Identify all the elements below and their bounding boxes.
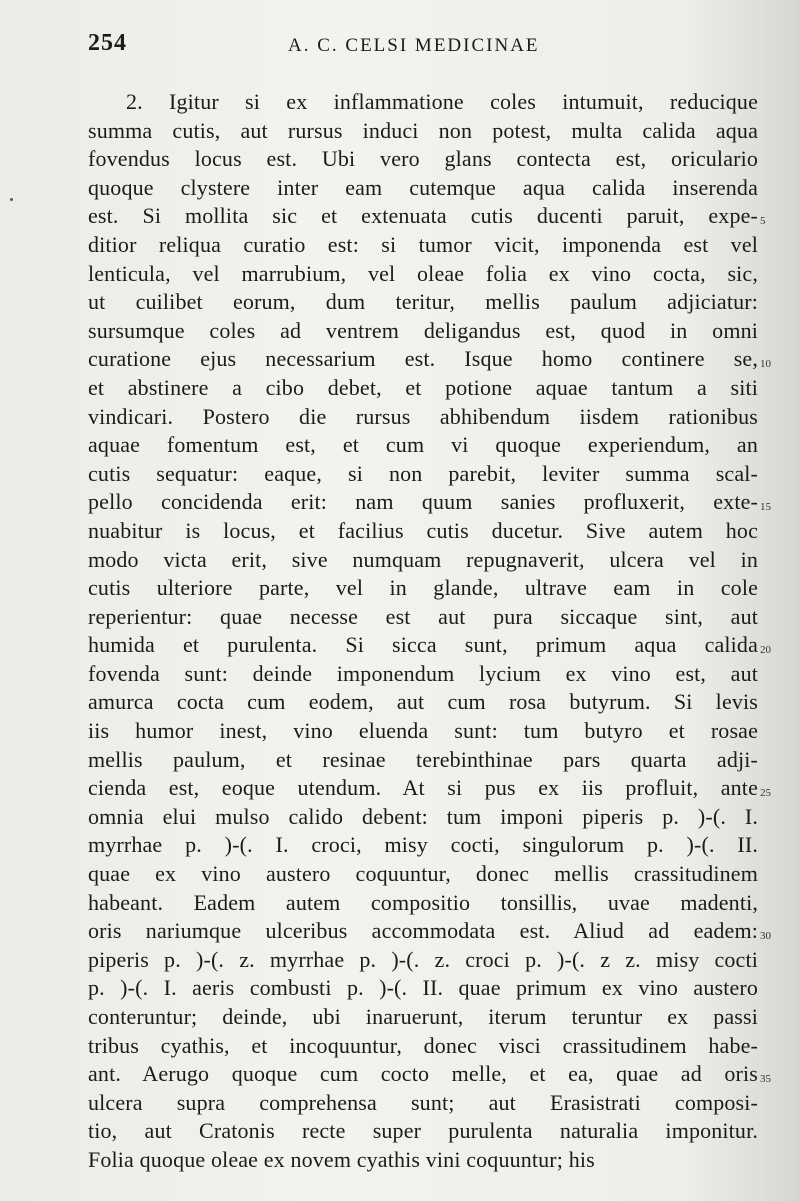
text-line: Folia quoque oleae ex novem cyathis vini coquuntur; his (88, 1146, 595, 1172)
text-line: nuabitur is locus, et facilius cutis ducetur. Sive autem hoc (88, 517, 758, 543)
text-line: summa cutis, aut rursus induci non potest, multa calida aqua (88, 117, 758, 143)
line-number-margin: 15 (760, 501, 771, 513)
text-line: 2. Igitur si ex inflammatione coles intumuit, reducique (126, 89, 758, 114)
text-line: iis humor inest, vino eluenda sunt: tum butyro et rosae (88, 718, 758, 744)
text-line: curatione ejus necessarium est. Isque homo continere se, (88, 346, 758, 372)
text-line: reperientur: quae necesse est aut pura siccaque sint, aut (88, 603, 758, 629)
text-line: oris nariumque ulceribus accommodata est. Aliud ad eadem: (88, 918, 758, 944)
text-line: quoque clystere inter eam cutemque aqua calida inserenda (88, 174, 758, 200)
text-line: tio, aut Cratonis recte super purulenta naturalia imponitur. (88, 1118, 758, 1144)
text-line: et abstinere a cibo debet, et potione aquae tantum a siti (88, 374, 758, 400)
line-number-margin: 10 (760, 358, 771, 370)
text-line: ditior reliqua curatio est: si tumor vicit, imponenda est vel (88, 231, 758, 257)
text-line: est. Si mollita sic et extenuata cutis ducenti paruit, expe- (88, 203, 758, 229)
text-line: amurca cocta cum eodem, aut cum rosa butyrum. Si levis (88, 689, 758, 715)
line-number-margin: 30 (760, 930, 771, 942)
text-line: cutis ulteriore parte, vel in glande, ultrave eam in cole (88, 575, 758, 601)
text-line: pello concidenda erit: nam quum sanies profluxerit, exte- (88, 489, 758, 515)
text-line: quae ex vino austero coquuntur, donec mellis crassitudinem (88, 861, 758, 887)
line-number-margin: 20 (760, 644, 771, 656)
text-line: ulcera supra comprehensa sunt; aut Erasistrati composi- (88, 1089, 758, 1115)
line-number-margin: 5 (760, 215, 766, 227)
page-number: 254 (88, 30, 127, 56)
text-line: fovenda sunt: deinde imponendum lycium ex vino est, aut (88, 660, 758, 686)
line-number-margin: 35 (760, 1073, 771, 1085)
text-line: omnia elui mulso calido debent: tum imponi piperis p. )-(. I. (88, 803, 758, 829)
text-line: myrrhae p. )-(. I. croci, misy cocti, singulorum p. )-(. II. (88, 832, 758, 858)
text-line: cutis sequatur: eaque, si non parebit, leviter summa scal- (88, 460, 758, 486)
text-line: vindicari. Postero die rursus abhibendum iisdem rationibus (88, 403, 758, 429)
text-line: habeant. Eadem autem compositio tonsillis, uvae madenti, (88, 889, 758, 915)
text-line: tribus cyathis, et incoquuntur, donec visci crassitudinem habe- (88, 1032, 758, 1058)
text-line: fovendus locus est. Ubi vero glans contecta est, oriculario (88, 146, 758, 172)
text-line: modo victa erit, sive numquam repugnaverit, ulcera vel in (88, 546, 758, 572)
body-text (88, 88, 758, 1175)
text-line: lenticula, vel marrubium, vel oleae folia ex vino cocta, sic, (88, 260, 758, 286)
paper-speck (10, 198, 13, 201)
line-number-margin: 25 (760, 787, 771, 799)
text-line: humida et purulenta. Si sicca sunt, primum aqua calida (88, 632, 758, 658)
text-line: ut cuilibet eorum, dum teritur, mellis paulum adjiciatur: (88, 289, 758, 315)
text-line: conteruntur; deinde, ubi inaruerunt, iterum teruntur ex passi (88, 1004, 758, 1029)
text-line: ant. Aerugo quoque cum cocto melle, et ea, quae ad oris (88, 1061, 758, 1087)
running-head: A. C. CELSI MEDICINAE (288, 35, 540, 56)
text-line: piperis p. )-(. z. myrrhae p. )-(. z. croci p. )-(. z z. misy cocti (88, 946, 758, 972)
text-line: aquae fomentum est, et cum vi quoque experiendum, an (88, 432, 758, 458)
page-header (88, 30, 763, 66)
text-line: cienda est, eoque utendum. At si pus ex iis profluit, ante (88, 775, 758, 801)
text-line: sursumque coles ad ventrem deligandus est, quod in omni (88, 317, 758, 343)
text-line: p. )-(. I. aeris combusti p. )-(. II. quae primum ex vino austero (88, 975, 758, 1001)
text-line: mellis paulum, et resinae terebinthinae pars quarta adji- (88, 746, 758, 772)
